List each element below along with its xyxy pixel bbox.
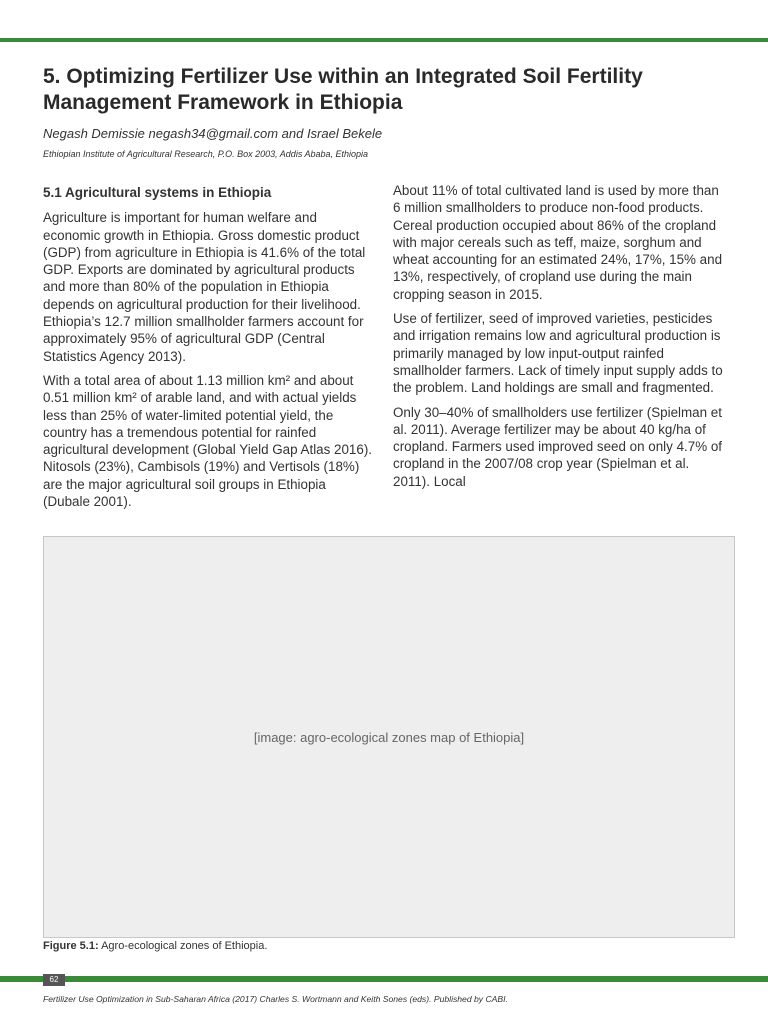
agro-ecological-zones-map [43,536,735,938]
paragraph: About 11% of total cultivated land is used by more than 6 million smallholders to produce non-food products. Cereal production occupied about 86% of the cropland with major cereals such as teff, maize, sorghum and wheat accounting for an estimated 24%, 17%, 15% and 13%, respectively, of cropland use during the main cropping season in 2015. [393,183,723,302]
section-heading: 5.1 Agricultural systems in Ethiopia [43,185,272,200]
chapter-title: 5. Optimizing Fertilizer Use within an Integrated Soil Fertility Management Framework in Ethiopia [43,65,643,114]
authors: Negash Demissie negash34@gmail.com and Israel Bekele [43,126,383,141]
paragraph: Only 30–40% of smallholders use fertilizer (Spielman et al. 2011). Average fertilizer may be about 40 kg/ha of cropland. Farmers used improved seed on only 4.7% of cropland in the 2007/08 crop year (Spielman et al. 2011). Local [393,404,722,489]
page-number: 62 [43,974,65,986]
map-placeholder-label: [image: agro-ecological zones map of Ethiopia] [253,729,525,745]
bottom-rule [0,976,768,982]
figure-caption-label: Figure 5.1: [43,940,99,952]
paragraph: With a total area of about 1.13 million km² and about 0.51 million km² of arable land, and with actual yields less than 25% of water-limited potential yield, the country has a tremendous potential for rainfed agricultural development (Global Yield Gap Atlas 2016). Nitosols (23%), Cambisols (19%) and Vertisols (18%) are the major agricultural soil groups in Ethiopia (Dubale 2001). [43,372,373,510]
figure-caption [43,940,267,952]
top-rule [0,38,768,42]
footer-citation: Fertilizer Use Optimization in Sub-Saharan Africa (2017) Charles S. Wortmann and Keith Sones (eds). Published by CABI. [43,994,508,1004]
figure-caption-text: Agro-ecological zones of Ethiopia. [98,940,268,952]
paragraph: Use of fertilizer, seed of improved varieties, pesticides and irrigation remains low and agricultural production is primarily managed by low input-output rainfed smallholder farmers. Lack of timely input supply adds to the problem. Land holdings are small and fragmented. [393,311,723,396]
left-column [43,180,373,517]
right-column [393,182,723,497]
paragraph: Agriculture is important for human welfare and economic growth in Ethiopia. Gross domestic product (GDP) from agriculture in Ethiopia is 41.6% of the total GDP. Exports are dominated by agricultural products and more than 80% of the population in Ethiopia depends on agricultural production for their livelihood. Ethiopia’s 12.7 million smallholder farmers account for approximately 95% of agricultural GDP (Central Statistics Agency 2013). [43,210,366,364]
affiliation: Ethiopian Institute of Agricultural Research, P.O. Box 2003, Addis Ababa, Ethiopia [43,149,369,159]
